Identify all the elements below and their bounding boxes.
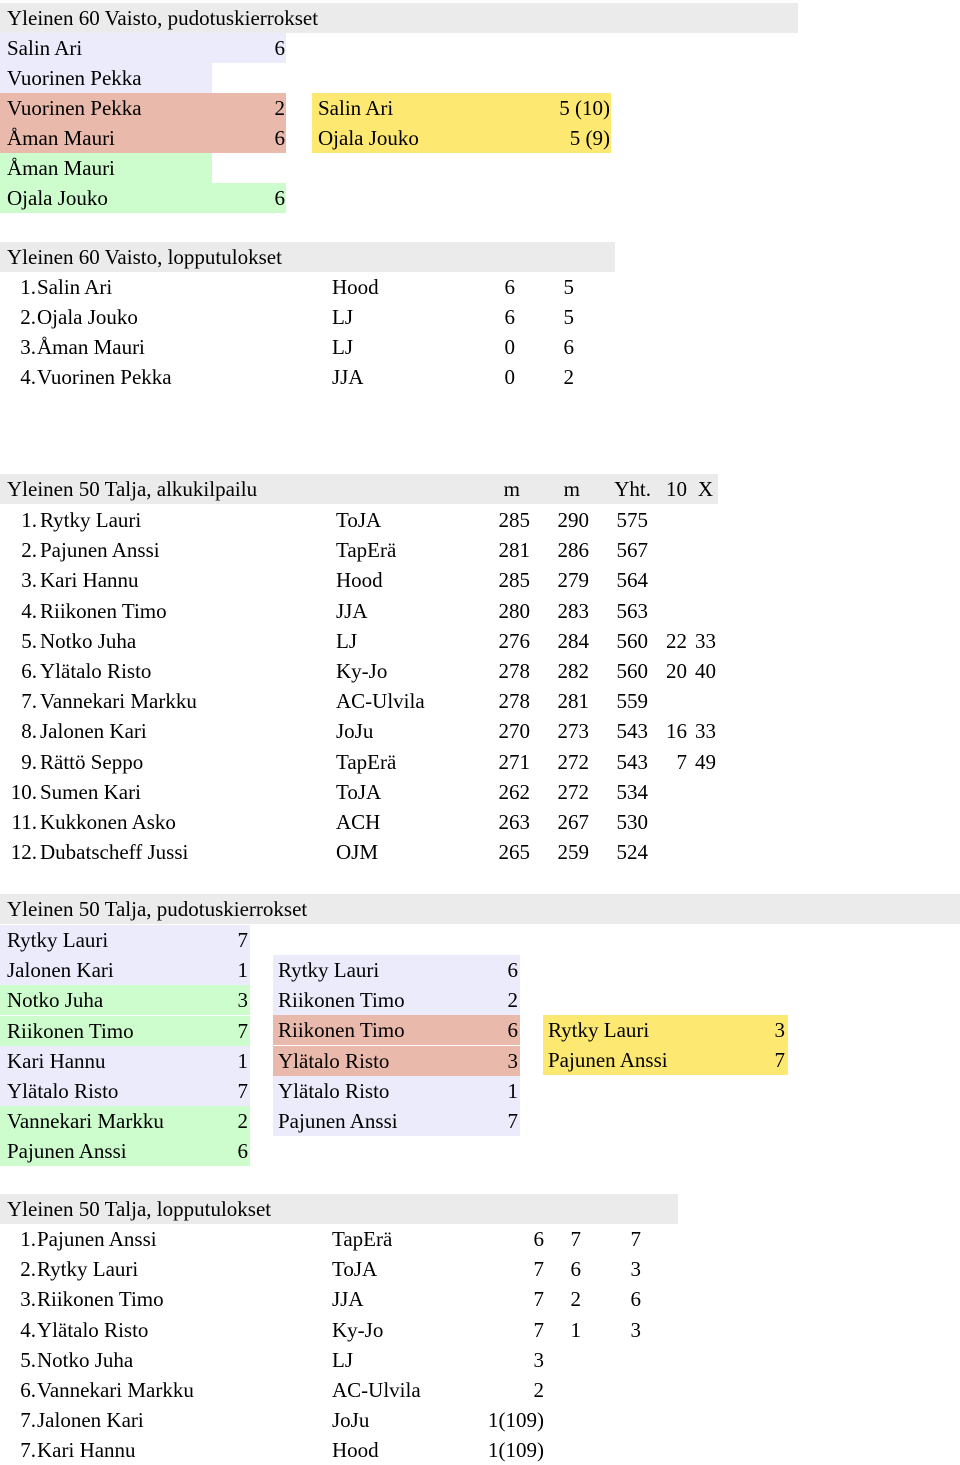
- player-name: Kari Hannu: [7, 1048, 106, 1073]
- bracket-entry: [0, 925, 250, 955]
- rank: 8.: [21, 719, 37, 744]
- score-total: 559: [616, 689, 648, 714]
- count-x: 33: [695, 628, 716, 653]
- score-b: 6: [563, 335, 574, 359]
- bracket-final-entry: [543, 1045, 788, 1075]
- score-m1: 270: [498, 719, 530, 744]
- score-m1: 281: [498, 538, 530, 563]
- score-m2: 283: [557, 598, 589, 623]
- club: JoJu: [332, 1408, 370, 1433]
- score-m2: 284: [557, 628, 589, 653]
- player-name: Rytky Lauri: [278, 958, 380, 982]
- rank: 2.: [21, 538, 37, 563]
- name: Rättö Seppo: [40, 749, 144, 774]
- table-row: [0, 535, 720, 565]
- count-x: [688, 807, 716, 837]
- player-name: Vannekari Markku: [7, 1109, 164, 1134]
- name: Ylätalo Risto: [40, 659, 152, 683]
- name: Notko Juha: [37, 1347, 134, 1372]
- club: ToJA: [336, 508, 382, 532]
- table-row: [0, 1405, 680, 1435]
- table-row: [0, 272, 620, 302]
- player-score: 5 (10): [559, 96, 610, 120]
- score-m1: 285: [498, 508, 530, 532]
- count-x: [688, 535, 716, 565]
- name: Åman Mauri: [37, 335, 145, 359]
- table-row: [0, 1224, 680, 1254]
- player-name: Riikonen Timo: [7, 1018, 134, 1043]
- rank: 9.: [21, 749, 37, 774]
- name: Riikonen Timo: [40, 598, 167, 623]
- player-name: Rytky Lauri: [7, 928, 109, 952]
- score-total: 564: [616, 568, 648, 593]
- club: TapErä: [336, 749, 397, 774]
- section-title: Yleinen 50 Talja, pudotuskierrokset: [7, 897, 308, 921]
- bracket-entry: [273, 955, 520, 985]
- name: Vannekari Markku: [40, 689, 197, 714]
- score-b: [550, 1405, 581, 1435]
- score-total: 560: [616, 628, 648, 653]
- bracket-entry: [273, 1015, 520, 1045]
- player-name: Riikonen Timo: [278, 988, 405, 1013]
- player-name: Salin Ari: [7, 36, 83, 60]
- score-m1: 265: [498, 840, 530, 865]
- rank: 2.: [20, 1257, 36, 1282]
- club: JJA: [336, 598, 368, 623]
- score-m1: 278: [498, 689, 530, 714]
- player-score: 6: [507, 958, 518, 982]
- player-name: Ojala Jouko: [318, 126, 419, 150]
- player-score: 7: [237, 928, 248, 952]
- bracket-entry: [0, 1106, 250, 1136]
- bracket-entry: [0, 1046, 250, 1076]
- player-score: 3: [507, 1048, 518, 1073]
- score-c: 3: [630, 1317, 641, 1342]
- player-name: Salin Ari: [318, 96, 394, 120]
- count-x: 40: [695, 659, 716, 683]
- section-title: Yleinen 50 Talja, lopputulokset: [7, 1197, 272, 1221]
- player-name: Vuorinen Pekka: [7, 96, 142, 120]
- count-x: [688, 505, 716, 535]
- score-a: 1(109): [488, 1438, 544, 1463]
- score-m1: 285: [498, 568, 530, 593]
- table-row: [0, 837, 720, 867]
- rank: 1.: [20, 1227, 36, 1251]
- name: Rytky Lauri: [37, 1257, 139, 1282]
- count-x: [688, 777, 716, 807]
- club: Hood: [336, 568, 383, 593]
- score-total: 524: [616, 840, 648, 865]
- player-score: 6: [274, 126, 285, 150]
- rank: 3.: [20, 335, 36, 359]
- score-m2: 273: [557, 719, 589, 744]
- score-b: 2: [563, 365, 574, 389]
- section-header: [0, 3, 798, 33]
- table-row: [0, 1254, 680, 1284]
- bracket-final-entry: [312, 123, 611, 153]
- player-name: Pajunen Anssi: [548, 1048, 668, 1073]
- score-b: 5: [563, 275, 574, 299]
- score-a: 6: [504, 275, 515, 299]
- club: OJM: [336, 840, 379, 865]
- name: Kukkonen Asko: [40, 810, 176, 834]
- count-x: 49: [695, 749, 716, 774]
- player-name: Ojala Jouko: [7, 186, 108, 210]
- table-row: [0, 505, 720, 535]
- club: ToJA: [336, 779, 382, 804]
- name: Pajunen Anssi: [40, 538, 160, 563]
- column-header-total: Yht.: [614, 477, 651, 501]
- name: Kari Hannu: [40, 568, 139, 593]
- table-row: [0, 1435, 680, 1465]
- score-b: 7: [570, 1227, 581, 1251]
- count-10: 16: [666, 719, 687, 744]
- section-header: [0, 1194, 678, 1224]
- player-name: Ylätalo Risto: [278, 1048, 390, 1073]
- bracket-entry: [0, 1076, 250, 1106]
- bracket-entry: [0, 63, 212, 93]
- club: TapErä: [332, 1227, 393, 1251]
- bracket-entry: [0, 985, 250, 1015]
- count-10: [652, 807, 687, 837]
- bracket-final-entry: [543, 1015, 788, 1045]
- score-m2: 281: [557, 689, 589, 714]
- score-total: 563: [616, 598, 648, 623]
- player-name: Pajunen Anssi: [7, 1139, 127, 1164]
- table-row: [0, 656, 720, 686]
- rank: 1.: [20, 275, 36, 299]
- score-total: 567: [616, 538, 648, 563]
- name: Rytky Lauri: [40, 508, 142, 532]
- count-x: 33: [695, 719, 716, 744]
- rank: 4.: [21, 598, 37, 623]
- count-10: [652, 596, 687, 626]
- column-header-m1: m: [503, 477, 520, 501]
- name: Ylätalo Risto: [37, 1317, 149, 1342]
- table-row: [0, 686, 720, 716]
- score-b: 6: [570, 1257, 581, 1282]
- table-row: [0, 362, 620, 392]
- score-total: 543: [616, 719, 648, 744]
- rank: 3.: [20, 1287, 36, 1312]
- table-row: [0, 747, 720, 777]
- score-a: 7: [533, 1317, 544, 1342]
- score-total: 534: [616, 779, 648, 804]
- section-header: [0, 474, 718, 504]
- player-score: 7: [237, 1079, 248, 1103]
- club: LJ: [332, 335, 353, 359]
- table-row: [0, 302, 620, 332]
- rank: 6.: [20, 1378, 36, 1402]
- count-x: [688, 565, 716, 595]
- table-row: [0, 1315, 680, 1345]
- count-x: [688, 837, 716, 867]
- score-c: [610, 1405, 641, 1435]
- player-score: 6: [274, 36, 285, 60]
- column-header-x: X: [697, 477, 713, 501]
- score-c: 7: [630, 1227, 641, 1251]
- club: LJ: [332, 305, 353, 329]
- table-row: [0, 332, 620, 362]
- player-score: 2: [274, 96, 285, 120]
- name: Pajunen Anssi: [37, 1227, 157, 1251]
- table-row: [0, 565, 720, 595]
- club: Ky-Jo: [332, 1317, 384, 1342]
- player-score: 7: [237, 1018, 248, 1043]
- player-name: Ylätalo Risto: [7, 1079, 119, 1103]
- table-row: [0, 1345, 680, 1375]
- rank: 11.: [11, 810, 37, 834]
- score-a: 2: [533, 1378, 544, 1402]
- table-row: [0, 1375, 680, 1405]
- name: Vannekari Markku: [37, 1378, 194, 1402]
- name: Jalonen Kari: [37, 1408, 144, 1433]
- score-c: [610, 1345, 641, 1375]
- section-title: Yleinen 50 Talja, alkukilpailu: [7, 477, 258, 501]
- score-a: 1(109): [488, 1408, 544, 1433]
- score-m2: 259: [557, 840, 589, 865]
- score-c: 6: [630, 1287, 641, 1312]
- score-b: 5: [563, 305, 574, 329]
- club: JJA: [332, 1287, 364, 1312]
- table-row: [0, 596, 720, 626]
- club: Hood: [332, 275, 379, 299]
- score-m2: 267: [557, 810, 589, 834]
- score-m1: 262: [498, 779, 530, 804]
- score-a: 7: [533, 1287, 544, 1312]
- player-score: 6: [274, 186, 285, 210]
- rank: 6.: [21, 659, 37, 683]
- section-title: Yleinen 60 Vaisto, lopputulokset: [7, 245, 282, 269]
- rank: 4.: [20, 365, 36, 389]
- player-score: 7: [507, 1109, 518, 1133]
- score-total: 530: [616, 810, 648, 834]
- bracket-entry: [0, 1016, 250, 1046]
- score-b: [550, 1345, 581, 1375]
- player-name: Pajunen Anssi: [278, 1109, 398, 1133]
- score-a: 0: [504, 335, 515, 359]
- bracket-entry: [273, 985, 520, 1015]
- table-row: [0, 807, 720, 837]
- rank: 7.: [20, 1438, 36, 1463]
- bracket-final-entry: [312, 93, 611, 123]
- score-m2: 290: [557, 508, 589, 532]
- player-score: 2: [507, 988, 518, 1013]
- club: JoJu: [336, 719, 374, 744]
- rank: 7.: [20, 1408, 36, 1433]
- player-name: Rytky Lauri: [548, 1018, 650, 1042]
- score-m1: 271: [498, 749, 530, 774]
- rank: 10.: [10, 779, 37, 804]
- count-10: [652, 535, 687, 565]
- score-m1: 276: [498, 628, 530, 653]
- score-m2: 272: [557, 779, 589, 804]
- rank: 5.: [21, 628, 37, 653]
- player-score: 2: [237, 1109, 248, 1134]
- rank: 2.: [20, 305, 36, 329]
- club: ToJA: [332, 1257, 378, 1282]
- score-a: 6: [533, 1227, 544, 1251]
- bracket-entry: [0, 955, 250, 985]
- section-header: [0, 894, 960, 924]
- club: LJ: [332, 1347, 353, 1372]
- score-total: 575: [616, 508, 648, 532]
- name: Dubatscheff Jussi: [40, 840, 189, 865]
- player-name: Vuorinen Pekka: [7, 66, 142, 90]
- player-score: 1: [237, 1048, 248, 1073]
- player-name: Riikonen Timo: [278, 1018, 405, 1043]
- name: Riikonen Timo: [37, 1287, 164, 1312]
- name: Sumen Kari: [40, 779, 141, 804]
- club: LJ: [336, 628, 357, 653]
- table-row: [0, 626, 720, 656]
- rank: 12.: [10, 840, 37, 865]
- column-header-10: 10: [666, 477, 687, 501]
- player-name: Notko Juha: [7, 988, 104, 1013]
- count-10: 7: [676, 749, 687, 774]
- score-m2: 279: [557, 568, 589, 593]
- club: Ky-Jo: [336, 659, 388, 683]
- score-b: [550, 1435, 581, 1465]
- score-total: 543: [616, 749, 648, 774]
- count-10: [652, 837, 687, 867]
- score-m1: 278: [498, 659, 530, 683]
- table-row: [0, 777, 720, 807]
- player-name: Ylätalo Risto: [278, 1078, 390, 1103]
- score-b: 1: [570, 1317, 581, 1342]
- player-score: 7: [774, 1048, 785, 1073]
- rank: 1.: [21, 508, 37, 532]
- club: AC-Ulvila: [332, 1378, 421, 1402]
- table-row: [0, 716, 720, 746]
- player-score: 3: [237, 988, 248, 1013]
- player-score: 1: [237, 958, 248, 983]
- rank: 5.: [20, 1347, 36, 1372]
- score-m1: 263: [498, 810, 530, 834]
- bracket-entry: [0, 93, 286, 123]
- player-score: 1: [507, 1078, 518, 1103]
- score-a: 3: [533, 1347, 544, 1372]
- score-m2: 282: [557, 659, 589, 683]
- bracket-entry: [273, 1076, 520, 1106]
- section-title: Yleinen 60 Vaisto, pudotuskierrokset: [7, 6, 319, 30]
- table-row: [0, 1284, 680, 1314]
- rank: 4.: [20, 1317, 36, 1342]
- score-c: [610, 1435, 641, 1465]
- score-a: 0: [504, 365, 515, 389]
- player-name: Åman Mauri: [7, 126, 115, 150]
- score-b: 2: [570, 1287, 581, 1312]
- count-10: [652, 565, 687, 595]
- score-a: 7: [533, 1257, 544, 1282]
- score-c: [610, 1375, 641, 1405]
- score-m2: 272: [557, 749, 589, 774]
- count-10: [652, 505, 687, 535]
- bracket-entry: [0, 1136, 250, 1166]
- count-10: [652, 686, 687, 716]
- rank: 7.: [21, 689, 37, 714]
- club: TapErä: [336, 538, 397, 563]
- score-total: 560: [616, 659, 648, 683]
- score-c: 3: [630, 1257, 641, 1282]
- player-score: 6: [507, 1018, 518, 1043]
- rank: 3.: [21, 568, 37, 593]
- score-b: [550, 1375, 581, 1405]
- score-a: 6: [504, 305, 515, 329]
- player-name: Jalonen Kari: [7, 958, 114, 983]
- club: ACH: [336, 810, 381, 834]
- bracket-entry: [0, 153, 212, 183]
- name: Notko Juha: [40, 628, 137, 653]
- name: Salin Ari: [37, 275, 113, 299]
- name: Ojala Jouko: [37, 305, 138, 329]
- player-score: 5 (9): [569, 126, 610, 150]
- section-header: [0, 242, 615, 272]
- score-m2: 286: [557, 538, 589, 563]
- club: AC-Ulvila: [336, 689, 425, 714]
- count-x: [688, 596, 716, 626]
- bracket-entry: [0, 33, 286, 63]
- bracket-entry: [273, 1046, 520, 1076]
- player-name: Åman Mauri: [7, 156, 115, 180]
- club: Hood: [332, 1438, 379, 1463]
- name: Kari Hannu: [37, 1438, 136, 1463]
- count-10: 20: [666, 659, 687, 683]
- bracket-entry: [273, 1106, 520, 1136]
- name: Jalonen Kari: [40, 719, 147, 744]
- count-x: [688, 686, 716, 716]
- column-header-m2: m: [563, 477, 580, 501]
- player-score: 6: [237, 1139, 248, 1164]
- count-10: [652, 777, 687, 807]
- bracket-entry: [0, 123, 286, 153]
- club: JJA: [332, 365, 364, 389]
- player-score: 3: [774, 1018, 785, 1042]
- count-10: 22: [666, 628, 687, 653]
- bracket-entry: [0, 183, 286, 213]
- name: Vuorinen Pekka: [37, 365, 172, 389]
- score-m1: 280: [498, 598, 530, 623]
